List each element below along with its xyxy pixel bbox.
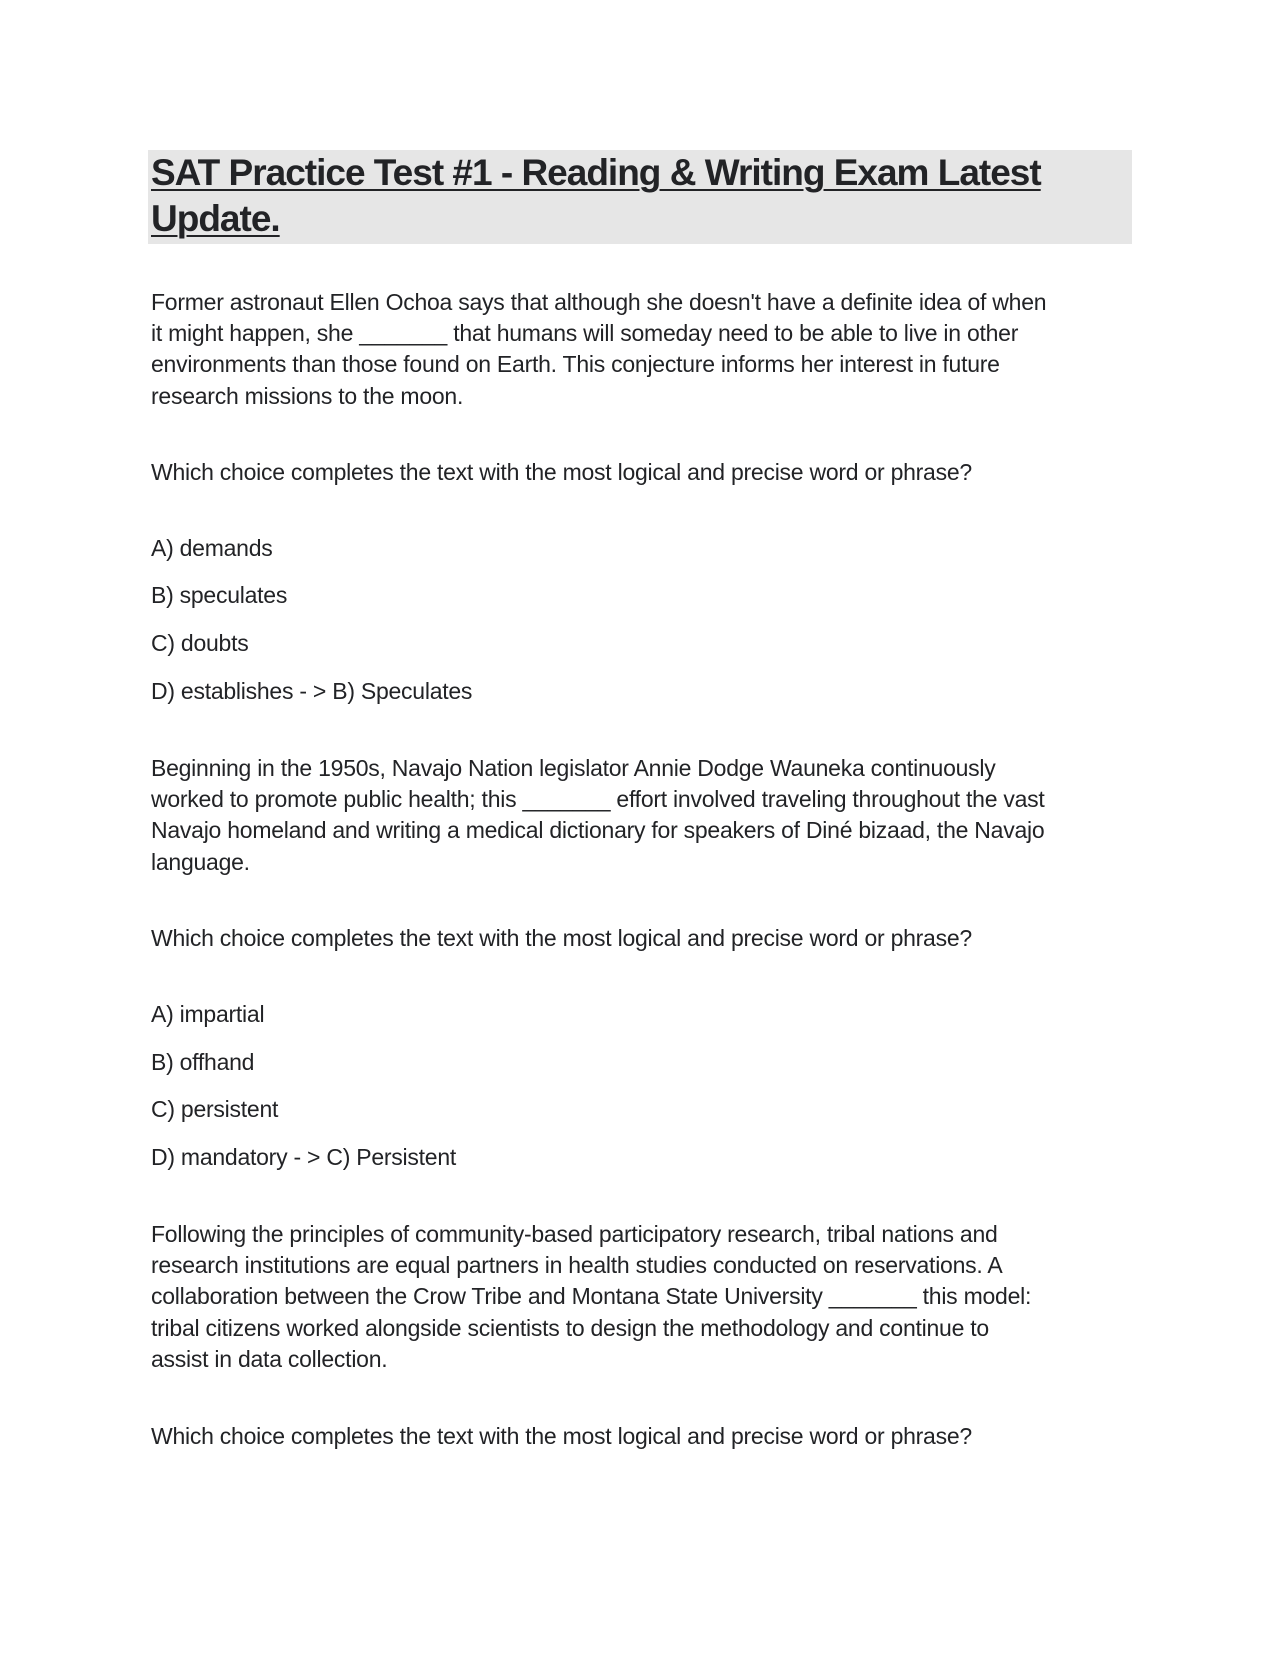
question-1-option-d-answer: D) establishes - > B) Speculates (151, 678, 473, 704)
passage-line: Beginning in the 1950s, Navajo Nation legislator Annie Dodge Wauneka continuously (151, 755, 996, 781)
passage-line: worked to promote public health; this _______ effort involved traveling throughout the vast (151, 786, 1045, 813)
passage-line: Navajo homeland and writing a medical dictionary for speakers of Diné bizaad, the Navajo (151, 817, 1045, 844)
question-3-prompt: Which choice completes the text with the most logical and precise word or phrase? (151, 1423, 972, 1449)
question-2-prompt: Which choice completes the text with the most logical and precise word or phrase? (151, 925, 972, 951)
passage-line: assist in data collection. (151, 1345, 388, 1372)
question-1-option-b: B) speculates (151, 582, 288, 608)
question-1-passage (151, 287, 1136, 412)
question-3-passage (151, 1219, 1136, 1375)
page-title: SAT Practice Test #1 - Reading & Writing Exam Latest Update. (151, 152, 1041, 239)
question-2-option-c: C) persistent (151, 1096, 279, 1122)
passage-line: Former astronaut Ellen Ochoa says that although she doesn't have a definite idea of when (151, 289, 1047, 315)
passage-line: language. (151, 848, 250, 875)
question-2-option-b: B) offhand (151, 1049, 255, 1075)
passage-line: research institutions are equal partners in health studies conducted on reservations. A (151, 1252, 1003, 1279)
question-2-option-d-answer: D) mandatory - > C) Persistent (151, 1144, 457, 1170)
passage-line: it might happen, she _______ that humans will someday need to be able to live in other (151, 320, 1019, 347)
passage-line: research missions to the moon. (151, 382, 464, 409)
question-1-option-c: C) doubts (151, 630, 249, 656)
passage-line: tribal citizens worked alongside scientists to design the methodology and continue to (151, 1314, 989, 1341)
question-1-option-a: A) demands (151, 535, 273, 561)
question-2-option-a: A) impartial (151, 1001, 265, 1027)
passage-line: environments than those found on Earth. This conjecture informs her interest in future (151, 351, 1000, 378)
passage-line: collaboration between the Crow Tribe and Montana State University _______ this model: (151, 1283, 1032, 1310)
question-2-passage (151, 753, 1136, 878)
question-1-prompt: Which choice completes the text with the most logical and precise word or phrase? (151, 459, 972, 485)
passage-line: Following the principles of community-based participatory research, tribal nations and (151, 1221, 998, 1247)
